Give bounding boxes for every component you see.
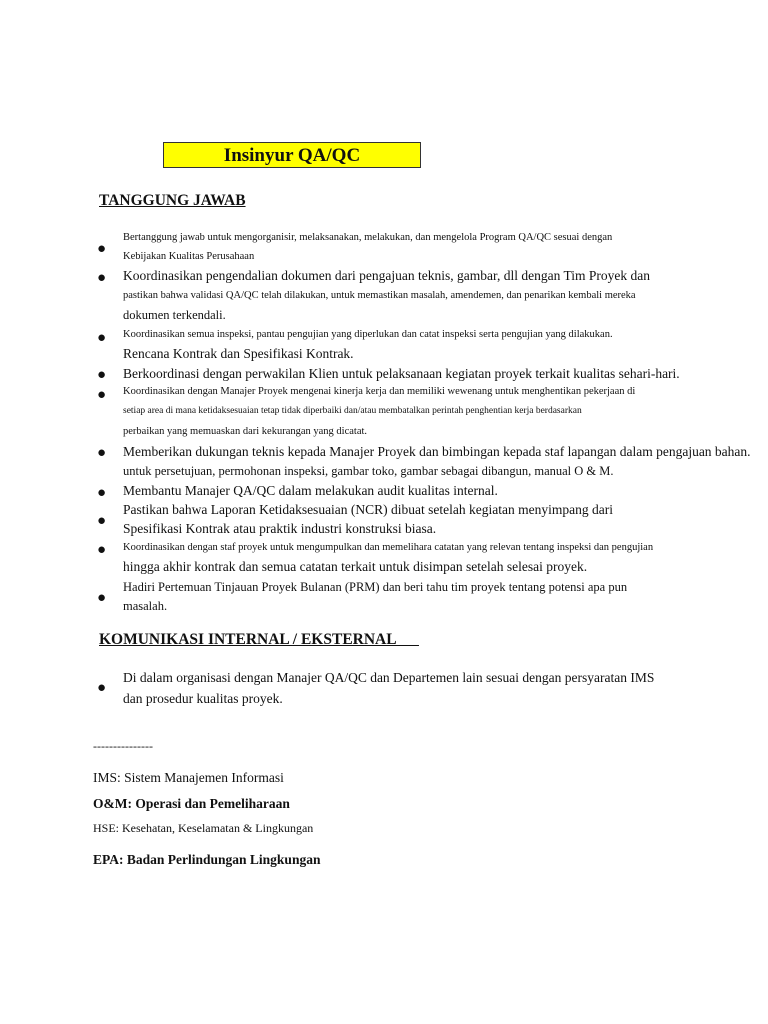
- bullet-icon: ●: [97, 270, 107, 286]
- responsibility-line: Rencana Kontrak dan Spesifikasi Kontrak.: [123, 346, 354, 361]
- section-heading-communication: KOMUNIKASI INTERNAL / EKSTERNAL: [99, 631, 419, 648]
- bullet-icon: ●: [97, 241, 107, 257]
- bullet-icon: ●: [97, 485, 107, 501]
- bullet-icon: ●: [97, 513, 107, 529]
- responsibility-line: hingga akhir kontrak dan semua catatan terkait untuk disimpan setelah selesai proyek.: [123, 559, 588, 574]
- responsibility-line: perbaikan yang memuaskan dari kekurangan yang dicatat.: [123, 426, 368, 437]
- bullet-icon: ●: [97, 330, 107, 346]
- responsibility-line: Koordinasikan dengan Manajer Proyek mengenai kinerja kerja dan memiliki wewenang untuk menghentikan pekerjaan di: [123, 386, 636, 397]
- communication-line: dan prosedur kualitas proyek.: [123, 691, 283, 706]
- bullet-icon: ●: [97, 387, 107, 403]
- responsibility-line: Koordinasikan pengendalian dokumen dari pengajuan teknis, gambar, dll dengan Tim Proyek dan: [123, 268, 650, 283]
- responsibility-line: Koordinasikan dengan staf proyek untuk mengumpulkan dan memelihara catatan yang relevan tentang inspeksi dan pengujian: [123, 542, 654, 553]
- footnote-hse: HSE: Kesehatan, Keselamatan & Lingkungan: [93, 821, 314, 835]
- responsibility-line: pastikan bahwa validasi QA/QC telah dilakukan, untuk memastikan masalah, amendemen, dan penarikan kembali mereka: [123, 290, 636, 301]
- bullet-icon: ●: [97, 367, 107, 383]
- responsibility-line: Hadiri Pertemuan Tinjauan Proyek Bulanan (PRM) dan beri tahu tim proyek tentang potensi apa pun: [123, 580, 628, 594]
- page-title: Insinyur QA/QC: [163, 142, 421, 168]
- bullet-icon: ●: [97, 445, 107, 461]
- responsibility-line: dokumen terkendali.: [123, 308, 226, 322]
- responsibility-line: Spesifikasi Kontrak atau praktik industri konstruksi biasa.: [123, 521, 437, 536]
- communication-line: Di dalam organisasi dengan Manajer QA/QC dan Departemen lain sesuai dengan persyaratan IMS: [123, 670, 655, 685]
- responsibility-line: untuk persetujuan, permohonan inspeksi, gambar toko, gambar sebagai dibangun, manual O & M.: [123, 464, 614, 478]
- footnote-separator: ---------------: [93, 739, 153, 753]
- footnote-epa: EPA: Badan Perlindungan Lingkungan: [93, 852, 321, 867]
- footnote-om: O&M: Operasi dan Pemeliharaan: [93, 796, 290, 811]
- responsibility-line: masalah.: [123, 599, 168, 613]
- section-heading-responsibilities: TANGGUNG JAWAB: [99, 192, 246, 209]
- bullet-icon: ●: [97, 542, 107, 558]
- responsibility-line: Memberikan dukungan teknis kepada Manajer Proyek dan bimbingan kepada staf lapangan dalam pengajuan bahan.: [123, 444, 751, 459]
- responsibility-line: Kebijakan Kualitas Perusahaan: [123, 251, 255, 262]
- footnote-ims: IMS: Sistem Manajemen Informasi: [93, 770, 284, 785]
- responsibility-line: Koordinasikan semua inspeksi, pantau pengujian yang diperlukan dan catat inspeksi serta pengujian yang dilakukan.: [123, 329, 613, 340]
- bullet-icon: ●: [97, 680, 107, 696]
- responsibility-line: Bertanggung jawab untuk mengorganisir, melaksanakan, melakukan, dan mengelola Program QA/QC sesuai dengan: [123, 232, 613, 243]
- responsibility-line: Berkoordinasi dengan perwakilan Klien untuk pelaksanaan kegiatan proyek terkait kualitas sehari-hari.: [123, 366, 680, 381]
- bullet-icon: ●: [97, 590, 107, 606]
- responsibility-line: Membantu Manajer QA/QC dalam melakukan audit kualitas internal.: [123, 483, 498, 498]
- responsibility-line: setiap area di mana ketidaksesuaian tetap tidak diperbaiki dan/atau membatalkan perintah penghentian kerja berdasarkan: [123, 406, 582, 416]
- responsibility-line: Pastikan bahwa Laporan Ketidaksesuaian (NCR) dibuat setelah kegiatan menyimpang dari: [123, 502, 613, 517]
